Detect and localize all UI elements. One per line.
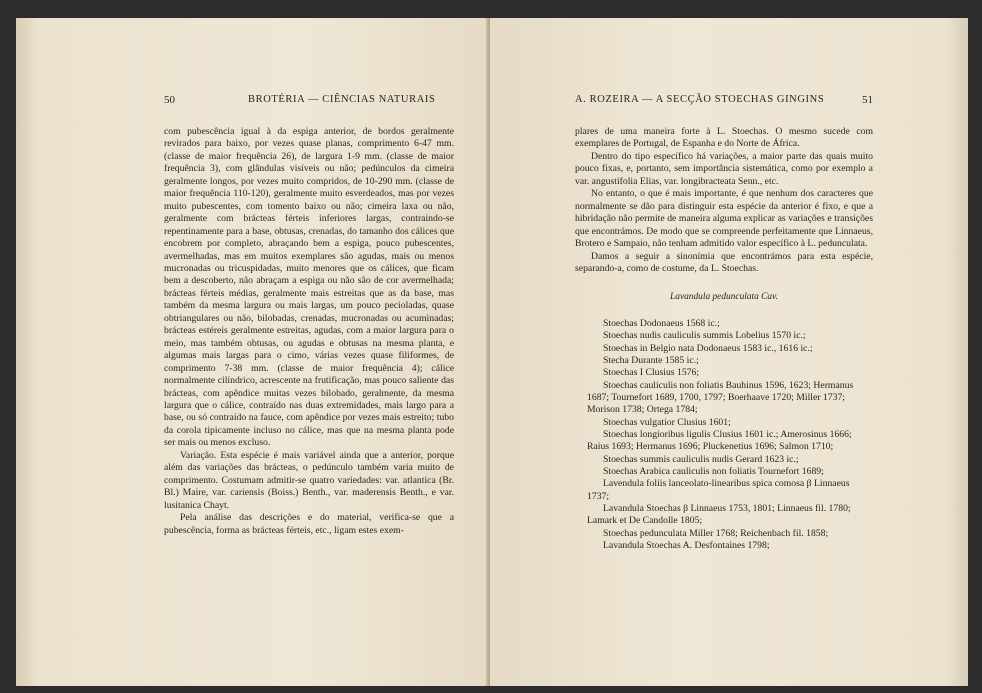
synonym-entry: Stoechas Dodonaeus 1568 ic.;: [603, 317, 720, 329]
page-number: 51: [862, 94, 873, 106]
paragraph: Damos a seguir a sinonímia que encontrámos para esta espécie, separando-a, como de costume, da L. Stoechas.: [575, 250, 873, 274]
synonym-list: [575, 318, 873, 553]
running-head: BROTÉRIA — CIÊNCIAS NATURAIS: [248, 94, 436, 105]
synonym-entry: Stecha Durante 1585 ic.;: [603, 354, 699, 366]
paragraph: com pubescência igual à da espiga anterior, de bordos geralmente revirados para baixo, por vezes quase planas, comprimento 6-47 mm. (classe de maior frequência 26), de largura 1-9 mm. (classe de maior frequência 3), com glândulas visíveis ou não; pedúnculos da cimeira geralmente longos, por vezes muito compridos, de 10-290 mm. (classe de maior frequência 110-120), geralmente muito esverdeados, mas por vezes muito pubescentes, com tomento baixo ou não; cimeira laxa ou não, geralmente com brácteas férteis inferiores largas, contraindo-se repentinamente para a base, obtusas, crenadas, do tamanho dos cálices que encobrem por completo, abraçando bem a espiga, pouco pubescentes, avermelhadas, mas em muitos exemplares são agudas, mais ou menos mucronadas ou tricuspidadas, muito menores que os cálices, que ficam bem a descoberto, não abraçam a espiga ou não são de cor avermelhada; brácteas férteis médias, geralmente mais estreitas que as da base, mas também da mesma largura ou mais largas, um pouco pecioladas, quase obtriangulares ou não, bilobadas, crenadas, mucronadas ou acuminadas; brácteas estéreis geralmente estreitas, agudas, com a maior largura para o meio, mas também obtusas, ou agudas e obtusas na mesma planta, e algumas mais largas para o cimo, várias vezes quase filiformes, de comprimento 7-38 mm. (classe de maior frequência 4); cálice normalmente cilíndrico, acrescente na frutificação, mas pouco saliente das brácteas, com apêndice muitas vezes bilobado, geralmente, da mesma largura que o cálice, contraído nas duas extremidades, mais largo para a base, ou só contraído na fauce, com apêndice por vezes mais estreito; tubo da corola tipicamente incluso no cálice, mas que na mesma planta pode ser mais ou menos excluso.: [164, 126, 454, 449]
body-text: [164, 126, 454, 537]
synonym-entry: Stoechas Arabica cauliculis non foliatis Tournefort 1689;: [603, 466, 824, 478]
synonym-entry: Stoechas nudis cauliculis summis Lobelius 1570 ic.;: [603, 330, 806, 342]
paragraph: Variação. Esta espécie é mais variável ainda que a anterior, porque além das variações das brácteas, o pedúnculo também varia muito de comprimento. Costumam admitir-se quatro variedades: var. atlantica (Br. Bl.) Maire, var. cariensis (Boiss.) Benth., var. maderensis Benth., e var. lusitanica Chayt.: [164, 449, 454, 511]
paragraph: Dentro do tipo específico há variações, a maior parte das quais muito pouco fixas, e, portanto, sem importância sistemática, como por exemplo a var. angustifolia Elias, var. longibracteata Senn., etc.: [575, 150, 873, 187]
synonym-entry: Lavendula foliis lanceolato-linearibus spica comosa β Linnaeus 1737;: [587, 478, 850, 502]
synonym-entry: Stoechas cauliculis non foliatis Bauhinus 1596, 1623; Hermanus 1687; Tournefort 1689, 1700, 1797; Boerhaave 1720; Miller 1737; Morison 1738; Ortega 1784;: [587, 379, 854, 416]
body-text: [575, 126, 873, 552]
synonym-entry: Stoechas vulgatior Clusius 1601;: [603, 416, 731, 428]
paragraph: Pela análise das descrições e do material, verifica-se que a pubescência, forma as brácteas férteis, etc., ligam estes exem-: [164, 512, 454, 536]
synonym-entry: Stoechas in Belgio nata Dodonaeus 1583 ic., 1616 ic.;: [603, 342, 813, 354]
page-number: 50: [164, 94, 175, 106]
synonym-entry: Stoechas I Clusius 1576;: [603, 367, 700, 379]
synonym-entry: Stoechas pedunculata Miller 1768; Reichenbach fil. 1858;: [603, 527, 829, 539]
synonym-entry: Stoechas summis cauliculis nudis Gerard 1623 ic.;: [603, 453, 799, 465]
book-spread: [16, 18, 968, 686]
paragraph: plares de uma maneira forte à L. Stoechas. O mesmo sucede com exemplares de Portugal, de Espanha e do Norte de África.: [575, 126, 873, 150]
left-page: [16, 18, 490, 686]
synonym-entry: Lavandula Stoechas A. Desfontaines 1798;: [603, 540, 770, 552]
paragraph: No entanto, o que é mais importante, é que nenhum dos caracteres que normalmente se dão para distinguir esta espécie da anterior é fixo, e que a hibridação não permite de maneira alguma explicar as variações e transições que encontrámos. De modo que se compreende perfeitamente que Linnaeus, Brotero e Sampaio, não tenham admitido valor específico à L. pedunculata.: [575, 188, 873, 250]
right-page: [490, 18, 968, 686]
synonym-entry: Stoechas longioribus ligulis Clusius 1601 ic.; Amerosinus 1666; Raius 1693; Hermanus 1696; Pluckenetius 1696; Salmon 1710;: [587, 428, 852, 453]
running-head: A. ROZEIRA — A SECÇÃO STOECHAS GINGINS: [575, 94, 825, 105]
section-heading: Lavandula pedunculata Cav.: [670, 292, 778, 303]
synonym-entry: Lavandula Stoechas β Linnaeus 1753, 1801; Linnaeus fil. 1780; Lamark et De Candolle 1805;: [587, 503, 851, 527]
